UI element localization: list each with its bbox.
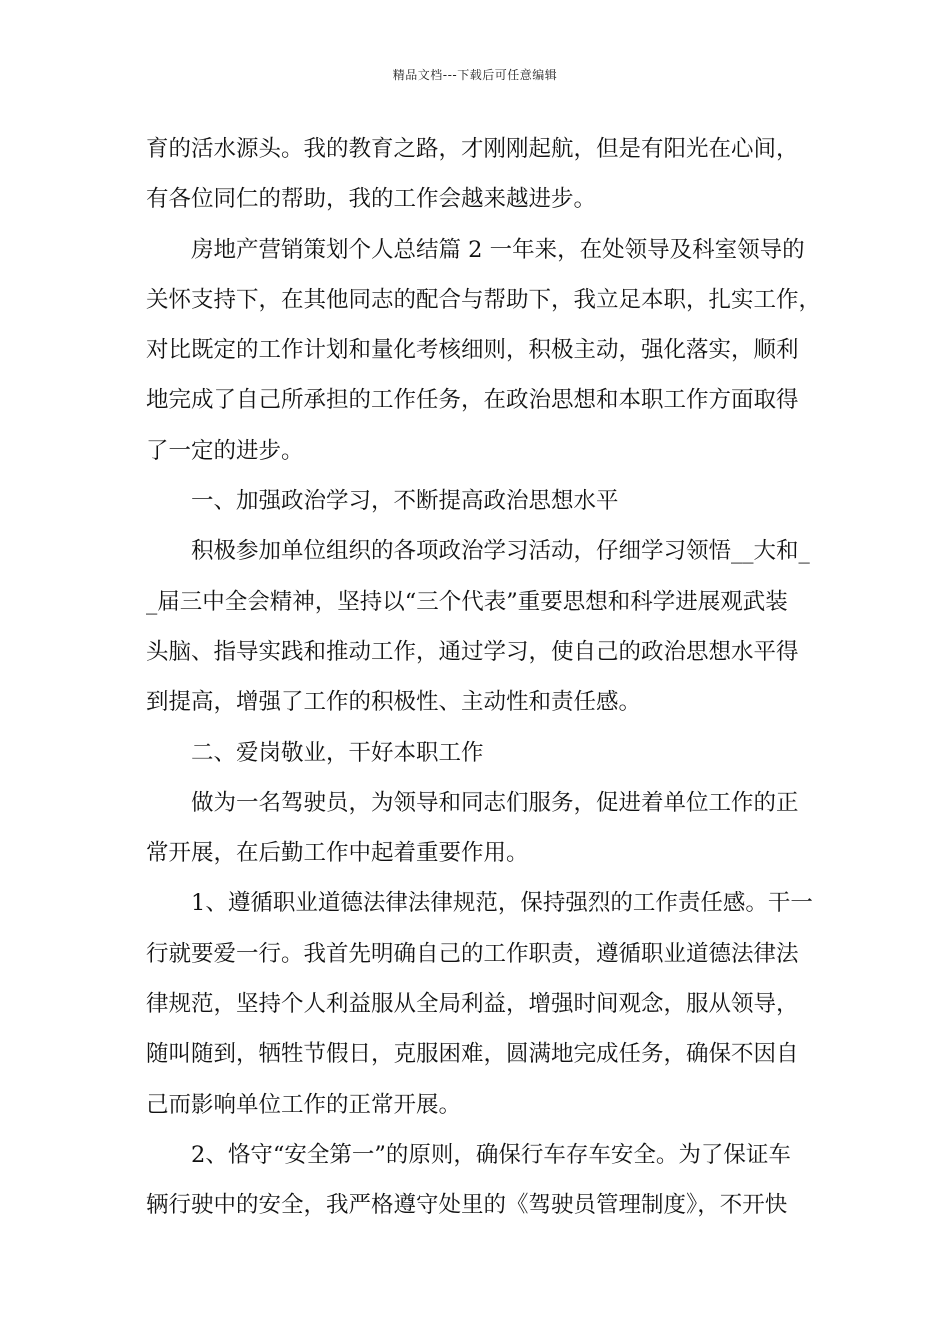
page-header: 精品文档---下载后可任意编辑 [392,68,558,82]
text-line: 做为一名驾驶员，为领导和同志们服务，促进着单位工作的正 [191,789,799,816]
text-line: 育的活水源头。我的教育之路，才刚刚起航，但是有阳光在心间， [146,136,799,162]
document-body [146,124,826,1231]
text-line: 地完成了自己所承担的工作任务，在政治思想和本职工作方面取得 [146,387,799,414]
text-line: 己而影响单位工作的正常开展。 [146,1091,462,1118]
text-line: 1、遵循职业道德法律法律规范，保持强烈的工作责任感。干一 [191,890,813,917]
text-line: 随叫随到，牺牲节假日，克服困难，圆满地完成任务，确保不因自 [146,1041,799,1068]
text-line: 对比既定的工作计划和量化考核细则，积极主动，强化落实，顺利 [146,337,799,364]
text-line: 律规范，坚持个人利益服从全局利益，增强时间观念，服从领导， [146,991,799,1018]
text-line: _届三中全会精神，坚持以“三个代表”重要思想和科学进展观武装 [146,588,788,615]
text-line: 积极参加单位组织的各项政治学习活动，仔细学习领悟__大和_ [191,538,810,565]
text-line: 2、恪守“安全第一”的原则，确保行车存车安全。为了保证车 [191,1141,791,1168]
section-heading: 一、加强政治学习，不断提高政治思想水平 [191,488,619,515]
text-line: 有各位同仁的帮助，我的工作会越来越进步。 [146,186,597,213]
text-line: 行就要爱一行。我首先明确自己的工作职责，遵循职业道德法律法 [146,940,799,967]
text-line: 头脑、指导实践和推动工作，通过学习，使自己的政治思想水平得 [146,638,799,665]
text-line: 了一定的进步。 [146,437,304,464]
section-heading: 二、爱岗敬业，干好本职工作 [191,739,484,766]
text-line: 常开展，在后勤工作中起着重要作用。 [146,840,529,867]
text-line: 关怀支持下，在其他同志的配合与帮助下，我立足本职，扎实工作， [146,286,822,313]
text-line: 到提高，增强了工作的积极性、主动性和责任感。 [146,689,642,716]
text-line: 辆行驶中的安全，我严格遵守处里的《驾驶员管理制度》，不开快 [146,1192,788,1219]
text-line: 房地产营销策划个人总结篇 2 一年来，在处领导及科室领导的 [191,236,805,263]
